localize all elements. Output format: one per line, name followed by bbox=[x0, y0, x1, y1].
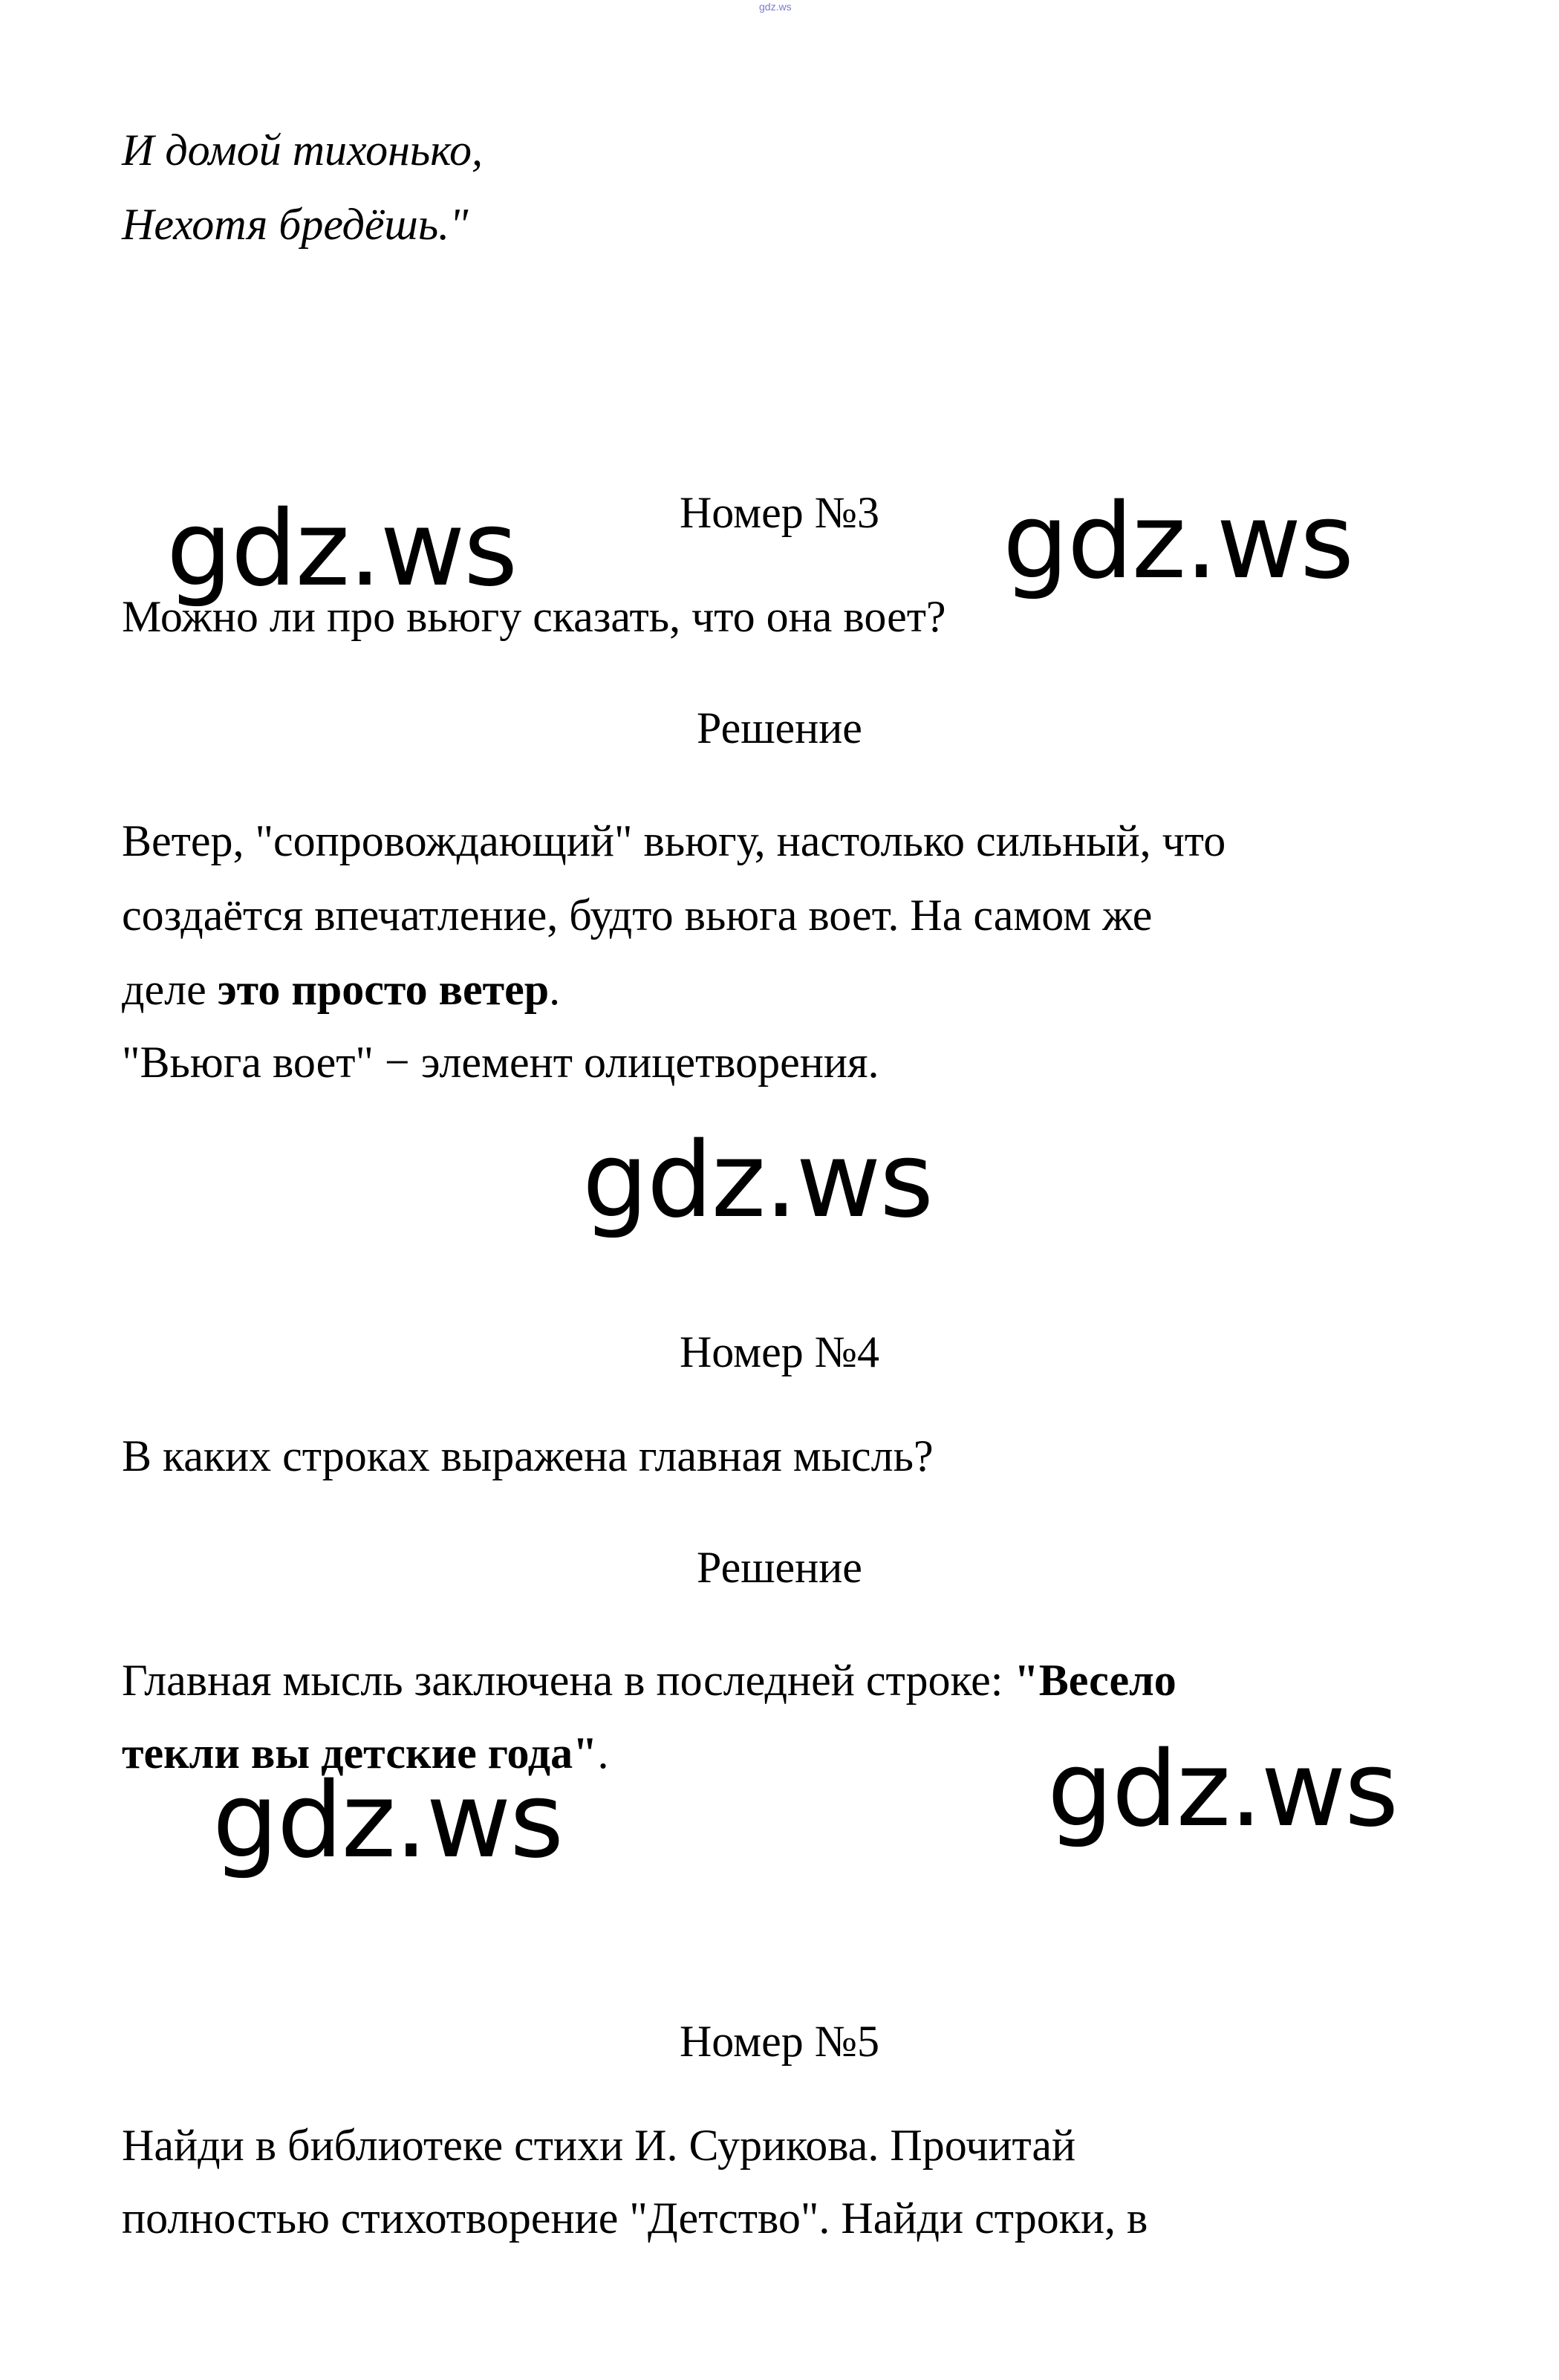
task3-question: Можно ли про вьюгу сказать, что она воет? bbox=[122, 592, 946, 641]
task5-heading: Номер №5 bbox=[679, 2017, 880, 2066]
watermark: gdz.ws bbox=[212, 1760, 563, 1882]
watermark: gdz.ws bbox=[582, 1120, 933, 1241]
task4-answer-quote-end: текли вы детские года" bbox=[122, 1729, 598, 1778]
task5-line-2: полностью стихотворение "Детство". Найди строки, в bbox=[122, 2194, 1148, 2243]
watermark: gdz.ws bbox=[166, 489, 517, 610]
task3-heading: Номер №3 bbox=[679, 488, 880, 537]
task3-answer-line-4: "Вьюга воет" − элемент олицетворения. bbox=[122, 1038, 879, 1087]
task4-heading: Номер №4 bbox=[679, 1327, 880, 1376]
task4-answer-line-1 bbox=[122, 1658, 1176, 1703]
task3-solution-label: Решение bbox=[697, 703, 862, 752]
task3-answer-line-3-start: деле bbox=[122, 965, 218, 1014]
task4-answer-line-1-start: Главная мысль заключена в последней строке: bbox=[122, 1656, 1015, 1705]
task4-solution-label: Решение bbox=[697, 1543, 862, 1592]
task3-answer-line-3-end: . bbox=[549, 965, 561, 1014]
task5-line-1: Найди в библиотеке стихи И. Сурикова. Прочитай bbox=[122, 2121, 1076, 2170]
poem-line-1: И домой тихонько, bbox=[122, 126, 484, 175]
task4-answer-line-2-end: . bbox=[597, 1729, 609, 1778]
task3-answer-emphasis: это просто ветер bbox=[217, 965, 550, 1014]
task3-answer-line-2: создаётся впечатление, будто вьюга воет. На самом же bbox=[122, 891, 1153, 940]
top-watermark: gdz.ws bbox=[759, 1, 792, 13]
task4-question: В каких строках выражена главная мысль? bbox=[122, 1431, 934, 1480]
task3-answer-line-1: Ветер, "сопровождающий" вьюгу, настолько сильный, что bbox=[122, 816, 1226, 865]
poem-line-2: Нехотя бредёшь." bbox=[122, 200, 469, 249]
task4-answer-quote-start: "Весело bbox=[1014, 1656, 1176, 1705]
task3-answer-line-3 bbox=[122, 967, 560, 1012]
watermark: gdz.ws bbox=[1003, 481, 1353, 602]
watermark: gdz.ws bbox=[1047, 1729, 1398, 1850]
